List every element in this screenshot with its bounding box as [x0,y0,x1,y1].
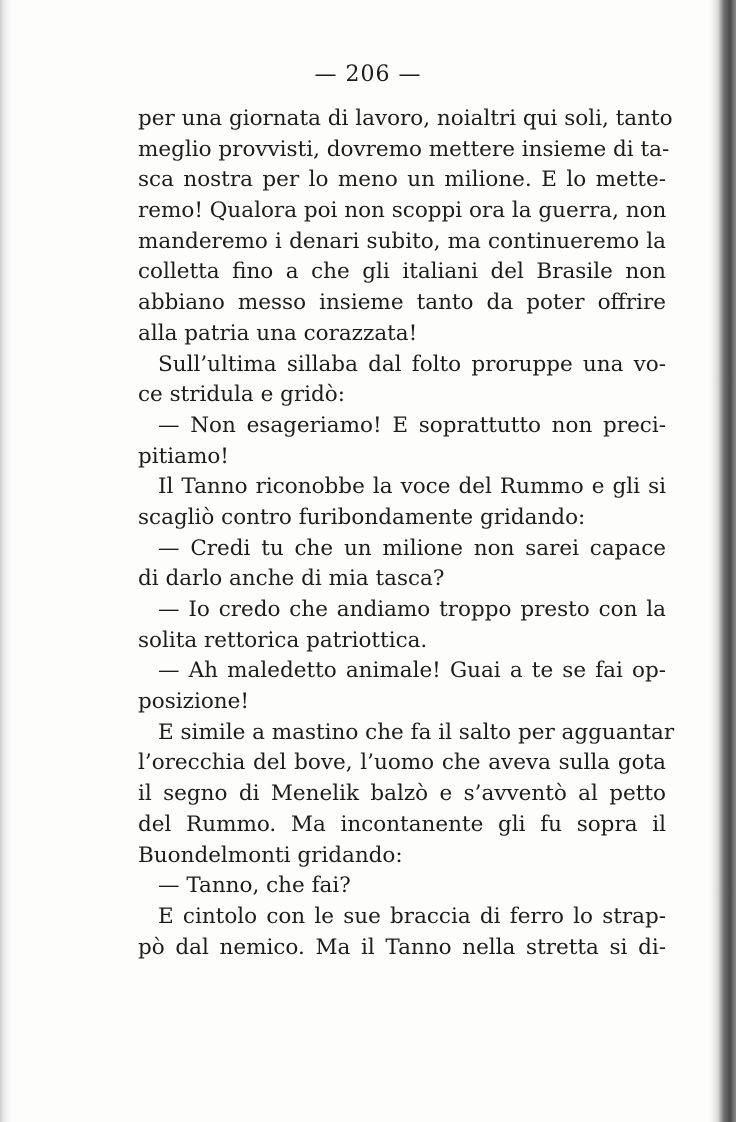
text-line: E simile a mastino che fa il salto per agguantar [158,719,675,745]
text-line: colletta fino a che gli italiani del Brasile non [138,259,666,285]
page-number: — 206 — [314,62,422,87]
text-line: scagliò contro furibondamente gridando: [138,504,586,530]
text-line: del Rummo. Ma incontanente gli fu sopra il [138,811,666,837]
text-line: sca nostra per lo meno un milione. E lo mette- [138,167,666,193]
text-line: il segno di Menelik balzò e s’avventò al petto [138,781,666,807]
text-line: — Credi tu che un milione non sarei capace [158,535,666,561]
text-line: ce stridula e gridò: [138,382,345,408]
text-line: E cintolo con le sue braccia di ferro lo strap- [158,903,666,929]
text-line: manderemo i denari subito, ma continueremo la [138,228,666,254]
text-line: — Io credo che andiamo troppo presto con la [158,597,666,622]
text-line: pitiamo! [138,443,229,469]
text-line: remo! Qualora poi non scoppi ora la guerra, non [138,198,667,224]
text-line: — Non esageriamo! E soprattutto non preci- [158,412,666,438]
text-line: Sull’ultima sillaba dal folto proruppe una vo- [158,351,666,377]
text-line: alla patria una corazzata! [138,320,418,346]
text-line: solita rettorica patriottica. [138,627,428,653]
text-line: — Tanno, che fai? [158,873,351,899]
text-line: Buondelmonti gridando: [138,842,403,868]
text-line: per una giornata di lavoro, noialtri qui soli, tanto [138,106,673,131]
text-line: — Ah maledetto animale! Guai a te se fai op- [158,658,666,684]
page-binding-shadow [710,0,736,1122]
text-line: l’orecchia del bove, l’uomo che aveva sulla gota [138,750,666,776]
body-text [138,104,675,963]
page-left-edge [0,0,12,1122]
text-line: posizione! [138,689,249,715]
text-line: meglio provvisti, dovremo mettere insieme di ta- [138,136,670,162]
text-line: Il Tanno riconobbe la voce del Rummo e gli si [158,474,666,500]
text-line: abbiano messo insieme tanto da poter offrire [138,290,666,316]
text-line: di darlo anche di mia tasca? [138,566,445,592]
text-line: pò dal nemico. Ma il Tanno nella stretta si di- [138,934,666,960]
